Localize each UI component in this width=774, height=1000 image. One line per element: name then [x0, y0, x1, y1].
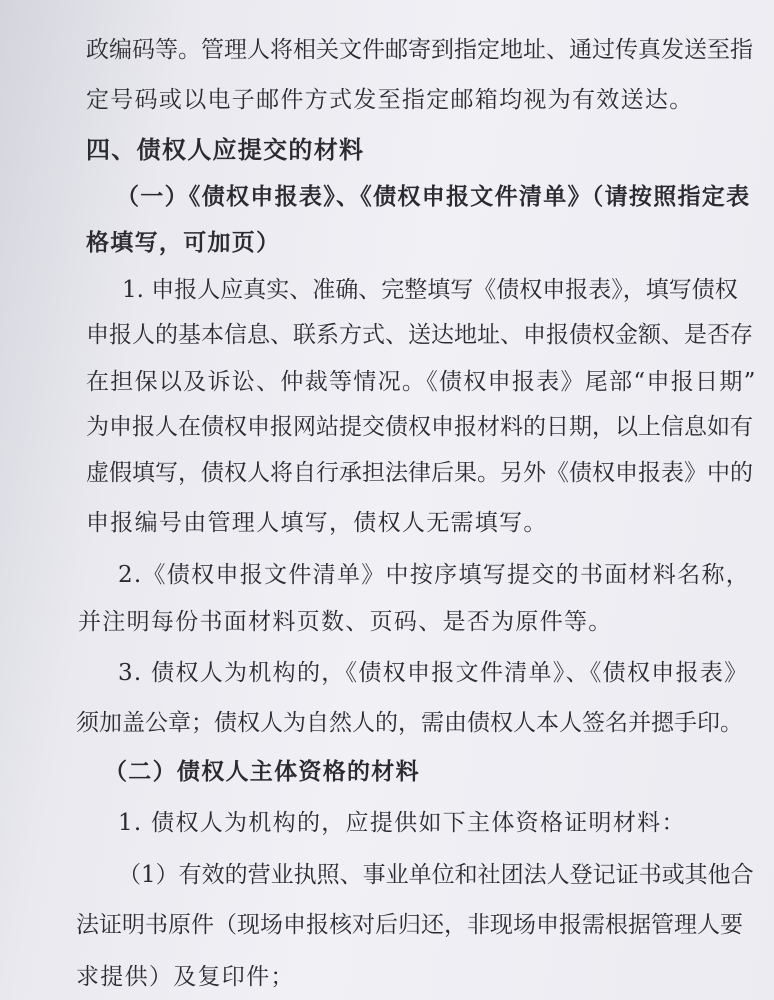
text-line: 为申报人在债权申报网站提交债权申报材料的日期，以上信息如有: [86, 414, 753, 440]
text-line: 3. 债权人为机构的，《债权申报文件清单》、《债权申报表》: [118, 660, 749, 686]
text-line: 2.《债权申报文件清单》中按序填写提交的书面材料名称，: [118, 562, 751, 588]
text-line: 须加盖公章；债权人为自然人的，需由债权人本人签名并摁手印。: [76, 710, 743, 736]
section-heading: 四、债权人应提交的材料: [86, 136, 365, 164]
text-line: 1. 申报人应真实、准确、完整填写《债权申报表》，填写债权: [122, 277, 738, 303]
text-line: 虚假填写，债权人将自行承担法律后果。另外《债权申报表》中的: [86, 460, 753, 486]
text-line: （1）有效的营业执照、事业单位和社团法人登记证书或其他合: [118, 862, 754, 888]
text-line: 申报人的基本信息、联系方式、送达地址、申报债权金额、是否存: [86, 322, 753, 348]
text-line: 政编码等。管理人将相关文件邮寄到指定地址、通过传真发送至指: [86, 37, 753, 63]
text-line: 法证明书原件（现场申报核对后归还，非现场申报需根据管理人要: [76, 912, 743, 938]
subsection-heading: （一）《债权申报表》、《债权申报文件清单》（请按照指定表: [116, 183, 751, 210]
text-line: 求提供）及复印件；: [76, 964, 295, 990]
subsection-heading-cont: 格填写，可加页）: [86, 229, 281, 256]
text-line: 申报编号由管理人填写，债权人无需填写。: [86, 510, 548, 536]
text-line: 定号码或以电子邮件方式发至指定邮箱均视为有效送达。: [86, 87, 694, 113]
text-line: 1. 债权人为机构的，应提供如下主体资格证明材料：: [118, 810, 686, 836]
text-line: 并注明每份书面材料页数、页码、是否为原件等。: [78, 609, 613, 635]
text-line: 在担保以及诉讼、仲裁等情况。《债权申报表》尾部“申报日期”: [86, 369, 757, 395]
subsection-heading: （二）债权人主体资格的材料: [104, 758, 420, 785]
